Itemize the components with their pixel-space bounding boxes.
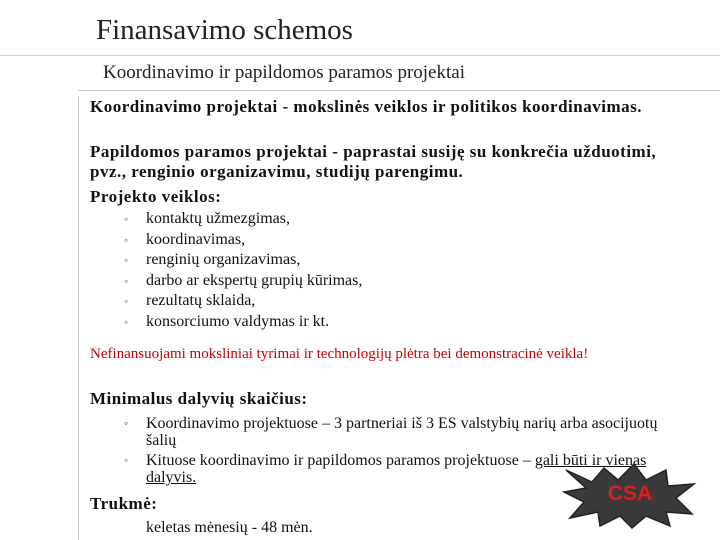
list-item: ◦ rezultatų sklaida,: [124, 291, 362, 312]
activities-heading: Projekto veiklos:: [90, 187, 222, 206]
slide-title: Finansavimo schemos: [96, 14, 353, 46]
title-divider: [0, 55, 720, 56]
list-item: ◦ Kituose koordinavimo ir papildomos paramos projektuose – gali būti ir vienas dalyvis.: [124, 452, 647, 486]
list-item: ◦ kontaktų užmezgimas,: [124, 209, 362, 230]
list-item: ◦ renginių organizavimas,: [124, 250, 362, 271]
csa-badge: [562, 462, 698, 530]
list-item: ◦ koordinavimas,: [124, 230, 362, 251]
list-item: ◦ Koordinavimo projektuose – 3 partneriai iš 3 ES valstybių narių arba asocijuotų šalių: [124, 415, 658, 449]
coordination-paragraph: Koordinavimo projektai - mokslinės veiklos ir politikos koordinavimas.: [90, 97, 642, 116]
bullet-icon: ◦: [124, 232, 129, 247]
bullet-icon: ◦: [124, 253, 129, 267]
activities-list: [124, 209, 362, 332]
subtitle-divider: [78, 90, 720, 91]
slide-subtitle: Koordinavimo ir papildomos paramos projektai: [103, 62, 465, 83]
bullet-icon: ◦: [124, 294, 129, 308]
list-item: ◦ konsorciumo valdymas ir kt.: [124, 312, 362, 333]
bullet-icon: ◦: [124, 416, 129, 430]
warning-text: Nefinansuojami moksliniai tyrimai ir technologijų plėtra bei demonstracinė veikla!: [90, 346, 589, 362]
support-paragraph: Papildomos paramos projektai - paprastai susiję su konkrečia užduotimi, pvz., renginio organizavimu, studijų parengimu.: [90, 142, 657, 181]
duration-heading: Trukmė:: [90, 494, 158, 513]
bullet-icon: ◦: [124, 273, 129, 288]
badge-label: CSA: [607, 482, 653, 505]
participants-heading: Minimalus dalyvių skaičius:: [90, 389, 308, 408]
single-participant-note: gali būti ir vienas dalyvis.: [146, 452, 647, 486]
bullet-icon: ◦: [124, 453, 129, 467]
duration-value: keletas mėnesių - 48 mėn.: [146, 519, 313, 536]
bullet-icon: ◦: [124, 314, 129, 329]
bullet-icon: ◦: [124, 212, 129, 226]
left-margin-line: [78, 96, 79, 540]
list-item: ◦ darbo ar ekspertų grupių kūrimas,: [124, 271, 362, 292]
